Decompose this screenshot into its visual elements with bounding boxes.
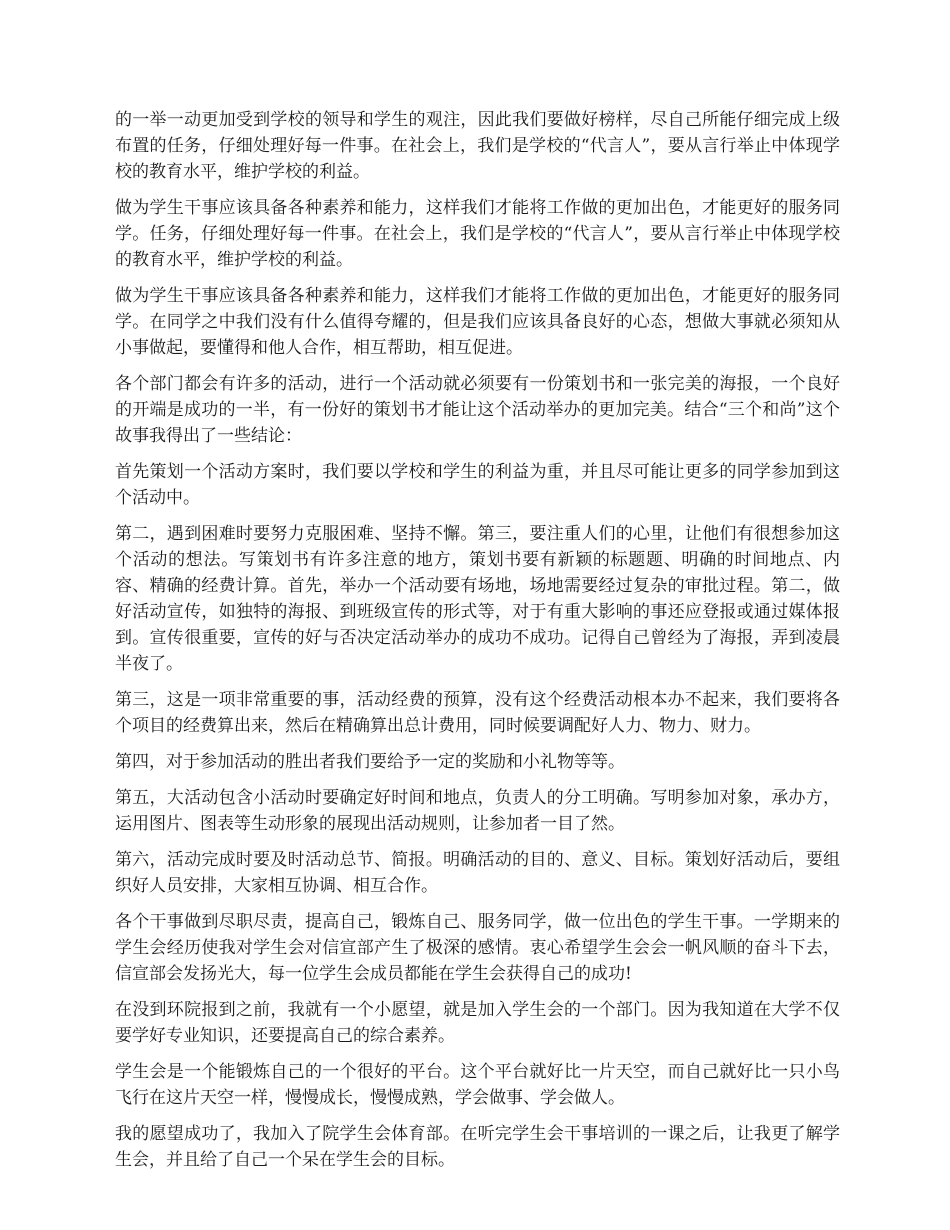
paragraph: 做为学生干事应该具备各种素养和能力，这样我们才能将工作做的更加出色，才能更好的服务同学。任务，仔细处理好每一件事。在社会上，我们是学校的“代言人”，要从言行举止中体现学校的教育水平，维护学校的利益。 bbox=[115, 198, 840, 270]
paragraph: 首先策划一个活动方案时，我们要以学校和学生的利益为重，并且尽可能让更多的同学参加到这个活动中。 bbox=[115, 462, 840, 508]
paragraph: 第四，对于参加活动的胜出者我们要给予一定的奖励和小礼物等等。 bbox=[115, 752, 625, 772]
paragraph: 第五，大活动包含小活动时要确定好时间和地点，负责人的分工明确。写明参加对象，承办方，运用图片、图表等生动形象的展现出活动规则，让参加者一目了然。 bbox=[115, 788, 840, 834]
paragraph: 我的愿望成功了，我加入了院学生会体育部。在听完学生会干事培训的一课之后，让我更了解学生会，并且给了自己一个呆在学生会的目标。 bbox=[115, 1124, 840, 1170]
paragraph: 做为学生干事应该具备各种素养和能力，这样我们才能将工作做的更加出色，才能更好的服务同学。在同学之中我们没有什么值得夸耀的，但是我们应该具备良好的心态，想做大事就必须知从小事做起，要懂得和他人合作，相互帮助，相互促进。 bbox=[115, 286, 840, 358]
paragraph: 各个干事做到尽职尽责，提高自己，锻炼自己、服务同学，做一位出色的学生干事。一学期来的学生会经历使我对学生会对信宣部产生了极深的感情。衷心希望学生会会一帆风顺的奋斗下去，信宣部会发扬光大，每一位学生会成员都能在学生会获得自己的成功! bbox=[115, 912, 840, 984]
paragraph: 各个部门都会有许多的活动，进行一个活动就必须要有一份策划书和一张完美的海报，一个良好的开端是成功的一半，有一份好的策划书才能让这个活动举办的更加完美。结合“三个和尚”这个故事我得出了一些结论： bbox=[115, 374, 840, 446]
paragraph: 在没到环院报到之前，我就有一个小愿望，就是加入学生会的一个部门。因为我知道在大学不仅要学好专业知识，还要提高自己的综合素养。 bbox=[115, 1000, 840, 1046]
paragraph: 第二，遇到困难时要努力克服困难、坚持不懈。第三，要注重人们的心里，让他们有很想参加这个活动的想法。写策划书有许多注意的地方，策划书要有新颖的标题题、明确的时间地点、内容、精确的经费计算。首先，举办一个活动要有场地，场地需要经过复杂的审批过程。第二，做好活动宣传，如独特的海报、到班级宣传的形式等，对于有重大影响的事还应登报或通过媒体报到。宣传很重要，宣传的好与否决定活动举办的成功不成功。记得自己曾经为了海报，弄到凌晨半夜了。 bbox=[115, 524, 840, 674]
paragraph: 第三，这是一项非常重要的事，活动经费的预算，没有这个经费活动根本办不起来，我们要将各个项目的经费算出来，然后在精确算出总计费用，同时候要调配好人力、物力、财力。 bbox=[115, 690, 840, 736]
document-body bbox=[115, 107, 840, 1183]
paragraph: 的一举一动更加受到学校的领导和学生的观注，因此我们要做好榜样，尽自己所能仔细完成上级布置的任务，仔细处理好每一件事。在社会上，我们是学校的“代言人”，要从言行举止中体现学校的教育水平，维护学校的利益。 bbox=[115, 110, 840, 182]
paragraph: 第六，活动完成时要及时活动总节、简报。明确活动的目的、意义、目标。策划好活动后，要组织好人员安排，大家相互协调、相互合作。 bbox=[115, 850, 840, 896]
paragraph: 学生会是一个能锻炼自己的一个很好的平台。这个平台就好比一片天空，而自己就好比一只小鸟飞行在这片天空一样，慢慢成长，慢慢成熟，学会做事、学会做人。 bbox=[115, 1062, 840, 1108]
